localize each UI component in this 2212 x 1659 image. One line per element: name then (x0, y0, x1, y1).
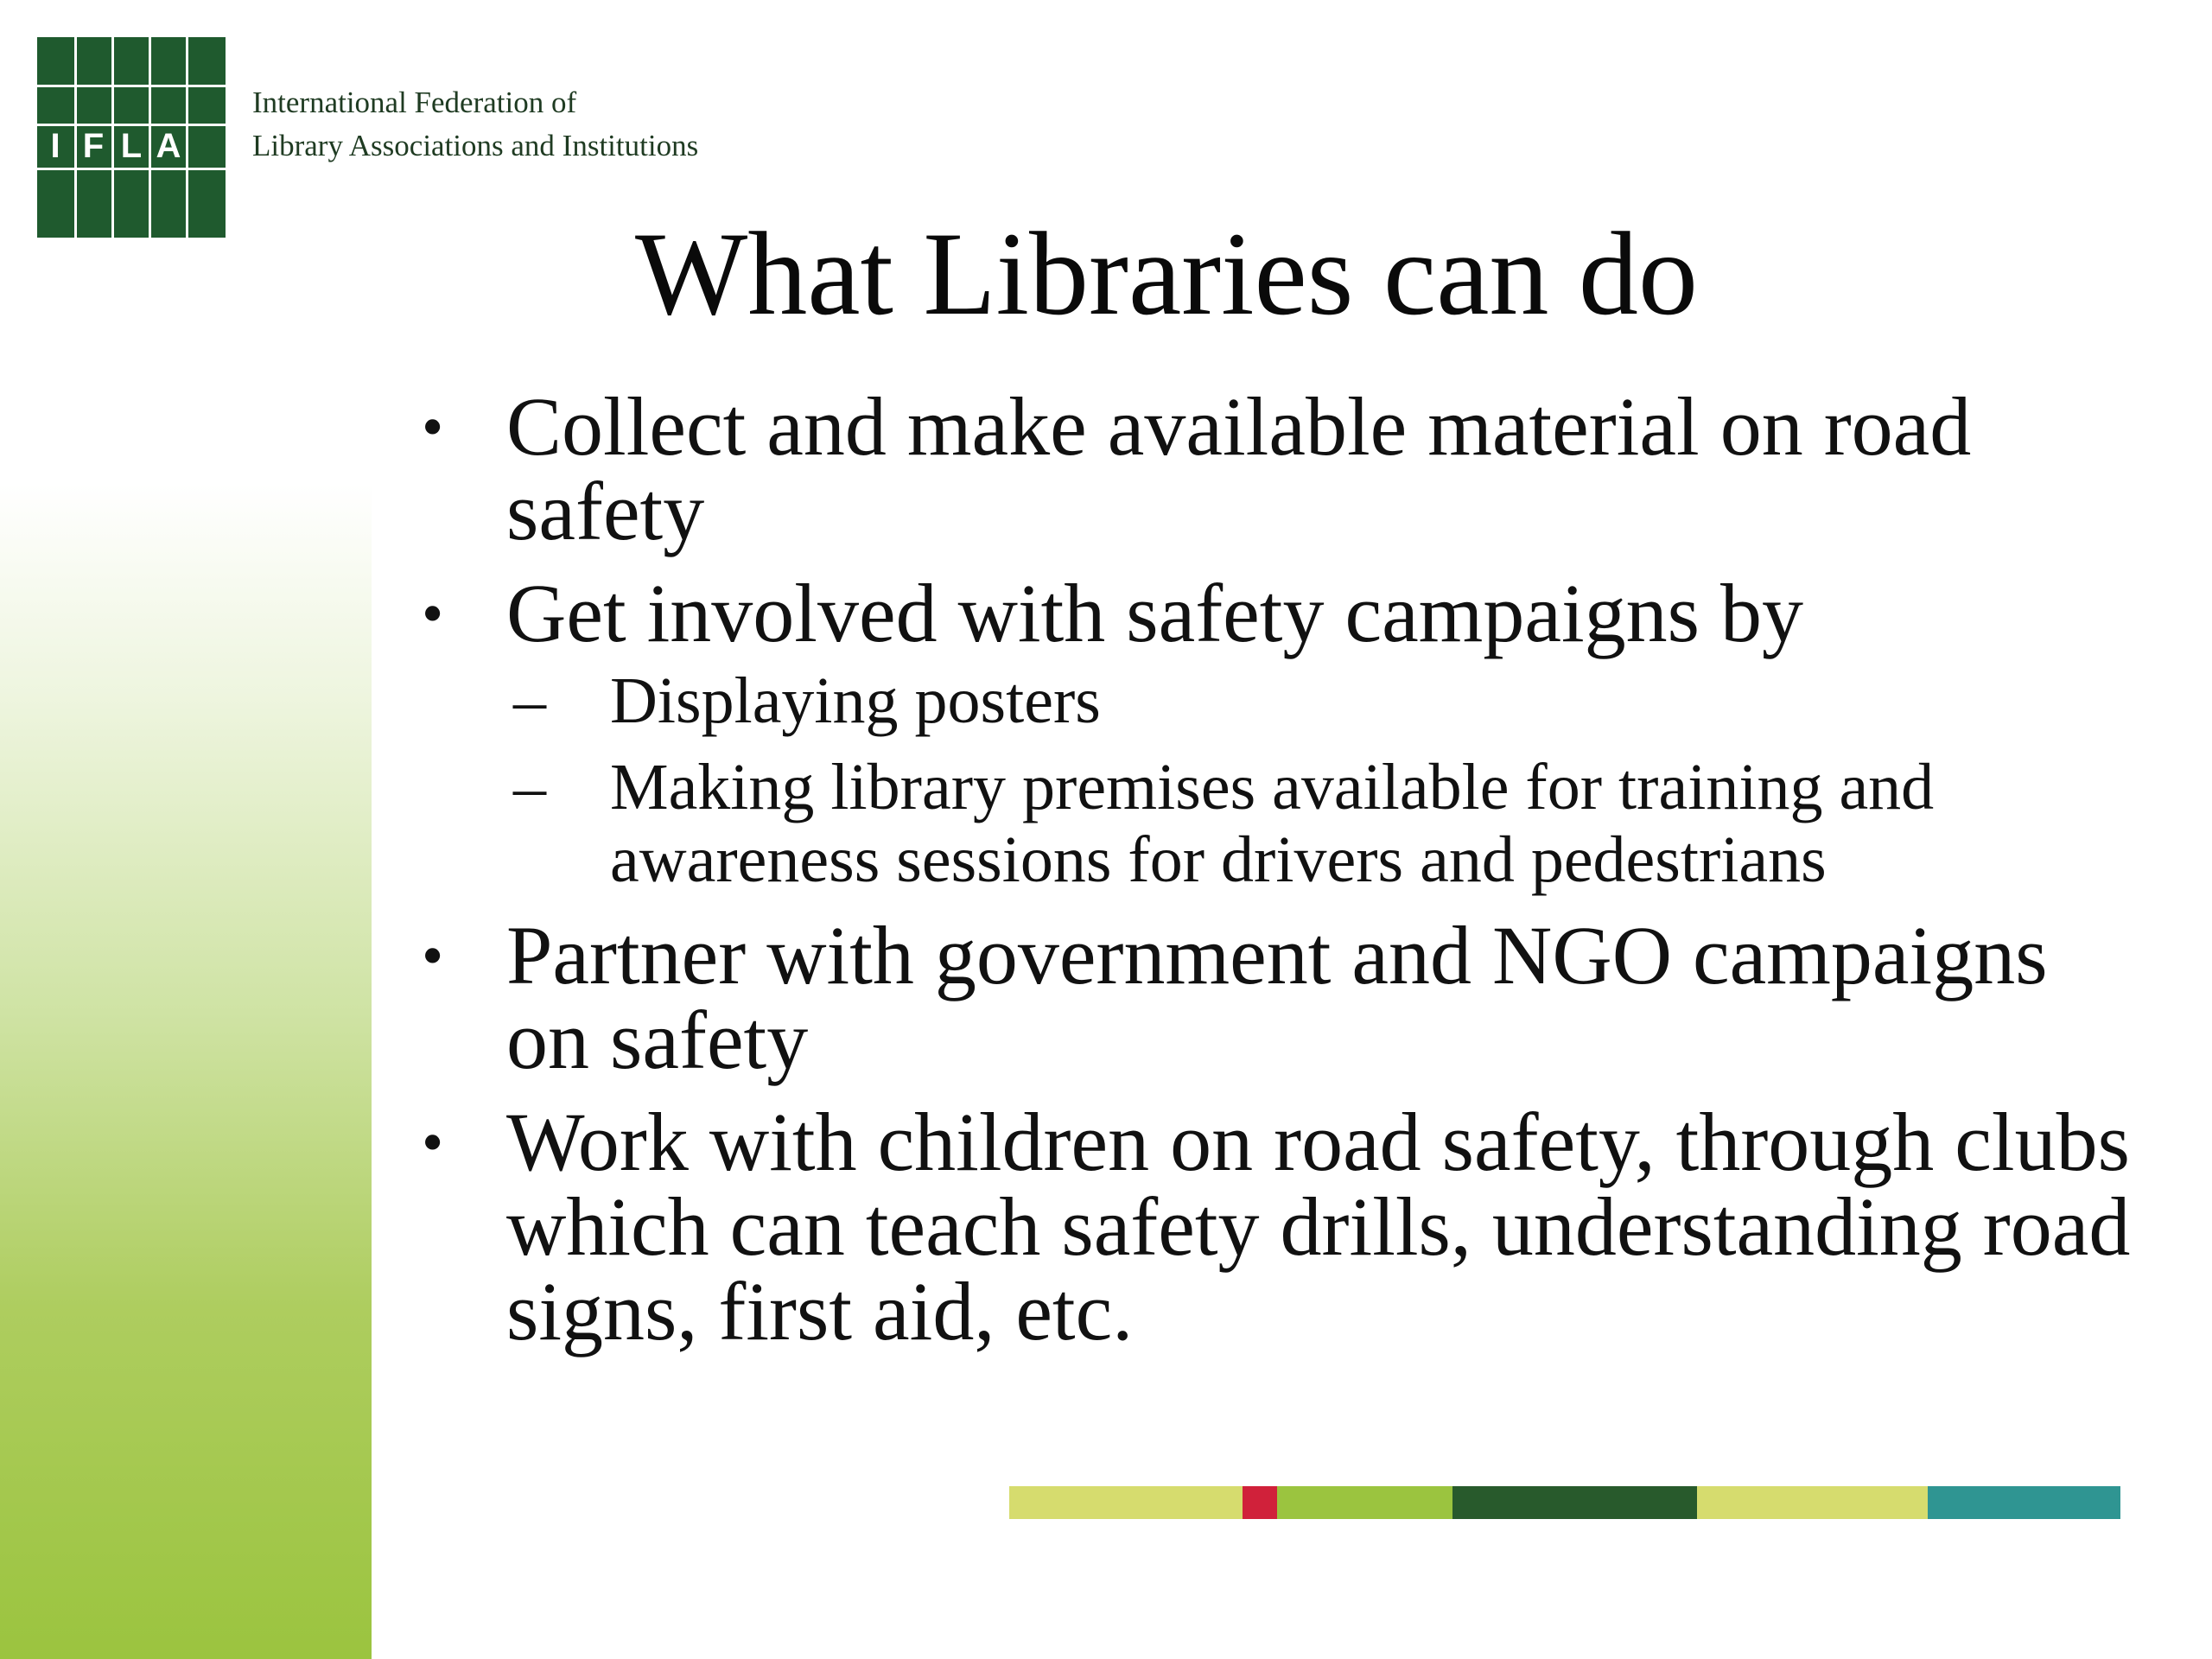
bullet-dot-icon: • (422, 392, 444, 461)
bullet-text: Work with children on road safety, through clubs which can teach safety drills, understanding road signs, first aid, etc. (506, 1096, 2131, 1357)
bullet-dot-icon: • (422, 579, 444, 648)
color-bar-segment (1277, 1486, 1452, 1519)
bullet-dot-icon: • (422, 921, 444, 990)
bullet-item (415, 380, 2143, 557)
bullet-item (415, 1096, 2143, 1357)
ifla-logo (37, 37, 226, 238)
logo-grid-line (37, 168, 226, 170)
bullet-dot-icon: • (422, 1108, 444, 1177)
slide-title: What Libraries can do (635, 207, 1698, 340)
sub-bullet-text: Displaying posters (610, 664, 1101, 737)
dash-icon: – (513, 664, 546, 737)
bullet-item (415, 909, 2143, 1086)
color-bar-segment (1009, 1486, 1243, 1519)
bullet-text: Get involved with safety campaigns by (506, 567, 1803, 659)
organization-name-line-2: Library Associations and Institutions (252, 129, 699, 162)
bullet-text: Collect and make available material on road safety (506, 380, 1972, 557)
dash-icon: – (513, 751, 546, 823)
sub-bullet-list (506, 664, 2143, 896)
bullet-list (415, 380, 2143, 1371)
sub-bullet-item (513, 751, 2143, 896)
organization-name (252, 81, 698, 168)
logo-letter: A (156, 127, 181, 165)
color-bar-segment (1928, 1486, 2120, 1519)
color-bar-segment (1452, 1486, 1697, 1519)
color-bar-segment (1697, 1486, 1928, 1519)
organization-name-line-1: International Federation of (252, 86, 577, 119)
color-bar-decoration (1009, 1486, 2120, 1519)
logo-grid-line (37, 85, 226, 87)
logo-grid-line (37, 124, 226, 126)
logo-letter: I (50, 127, 60, 165)
logo-letter: L (120, 127, 143, 165)
sub-bullet-text: Making library premises available for training and awareness sessions for drivers and pedestrians (610, 751, 1935, 896)
logo-letter: F (82, 127, 105, 165)
bullet-item (415, 567, 2143, 896)
sub-bullet-item (513, 664, 2143, 737)
bullet-text: Partner with government and NGO campaigns on safety (506, 909, 2048, 1086)
color-bar-segment (1243, 1486, 1277, 1519)
side-gradient-decoration (0, 484, 372, 1659)
